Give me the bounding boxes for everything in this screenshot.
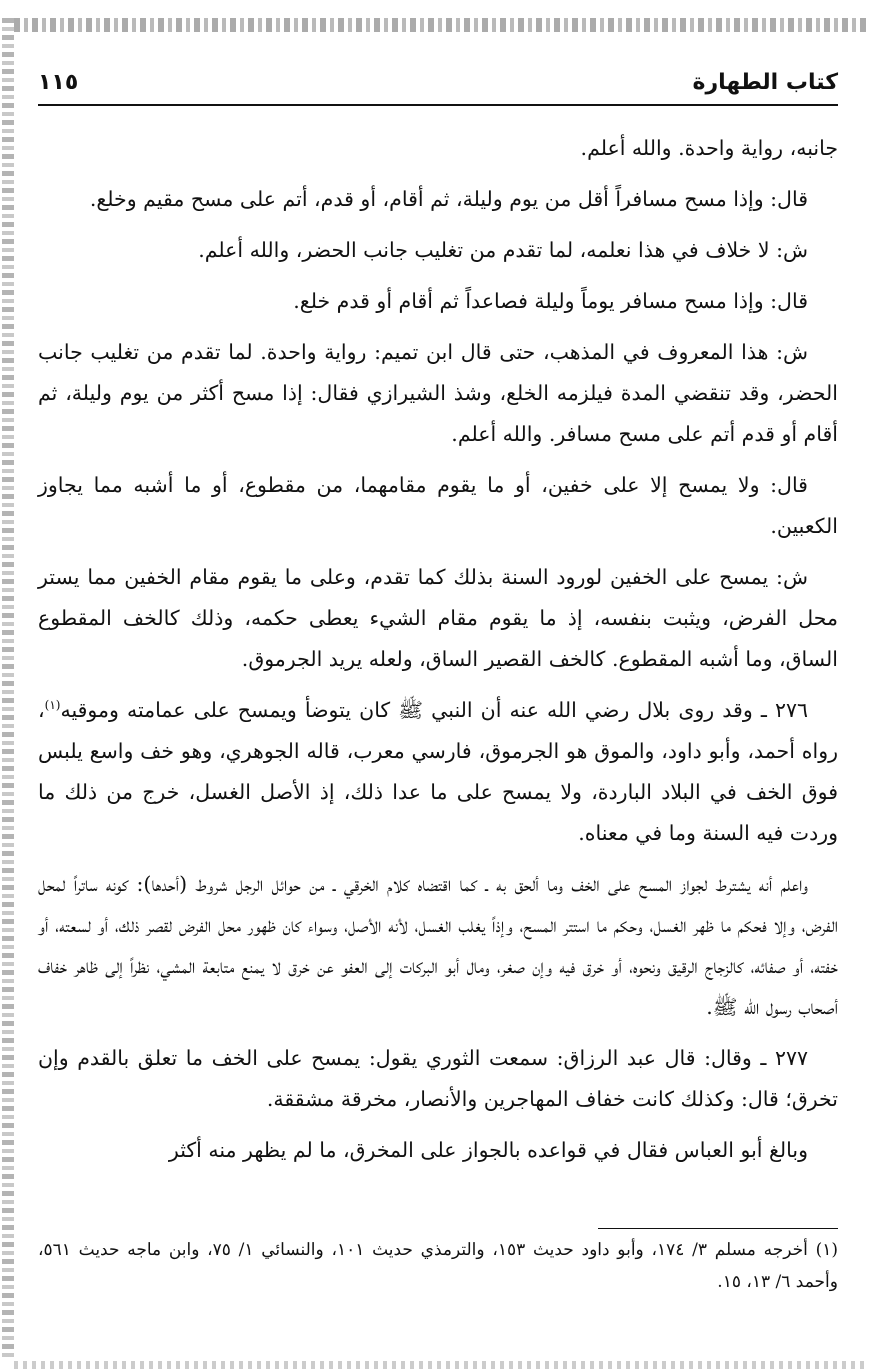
main-text xyxy=(38,128,838,1181)
footnote-1: (١) أخرجه مسلم ٣/ ١٧٤، وأبو داود حديث ١٥٣، والترمذي حديث ١٠١، والنسائي ١/ ٧٥، وابن ماجه حديث ٥٦١، وأحمد ٦/ ١٣، ١٥. xyxy=(38,1240,838,1292)
paragraph-11: وبالغ أبو العباس فقال في قواعده بالجواز على المخرق، ما لم يظهر منه أكثر xyxy=(168,1138,808,1162)
hadith-276-rest: ، رواه أحمد، وأبو داود، والموق هو الجرموق، فارسي معرب، قاله الجوهري، وهو خف واسع يلبس فوق الخف في البلاد الباردة، ولا يمسح على ما عدا ذلك، إذ الأصل الغسل، خرج من ذلك ما وردت فيه السنة وما في معناه. xyxy=(38,698,838,845)
paragraph-2: قال: وإذا مسح مسافراً أقل من يوم وليلة، ثم أقام، أو قدم، أتم على مسح مقيم وخلع. xyxy=(89,187,808,211)
paragraph-4: قال: وإذا مسح مسافر يوماً وليلة فصاعداً ثم أقام أو قدم خلع. xyxy=(293,289,808,313)
paragraph-10: ٢٧٧ ـ وقال: قال عبد الرزاق: سمعت الثوري يقول: يمسح على الخف ما تعلق بالقدم وإن تخرق؛ قال: وكذلك كانت خفاف المهاجرين والأنصار، مخرقة مشققة. xyxy=(38,1046,838,1111)
footnote-marker: (١) xyxy=(44,698,61,713)
left-decorative-border xyxy=(2,18,14,1358)
header-rule xyxy=(38,104,838,106)
top-decorative-border xyxy=(14,18,866,32)
footnotes xyxy=(38,1234,838,1298)
paragraph-6: قال: ولا يمسح إلا على خفين، أو ما يقوم مقامهما، من مقطوع، أو ما أشبه مما يجاوز الكعبين. xyxy=(38,473,838,538)
paragraph-1: جانبه، رواية واحدة. والله أعلم. xyxy=(580,136,838,160)
footnote-rule xyxy=(598,1228,838,1229)
running-title: كتاب الطهارة xyxy=(692,69,838,95)
hadith-276-start: ٢٧٦ ـ وقد روى بلال رضي الله عنه أن النبي ﷺ كان يتوضأ ويمسح على عمامته وموقيه xyxy=(60,698,808,722)
paragraph-7: ش: يمسح على الخفين لورود السنة بذلك كما تقدم، وعلى ما يقوم مقام الخفين مما يستر محل الفرض، ويثبت بنفسه، إذ ما يقوم مقام الشيء يعطى حكمه، وذلك كالخف المقطوع الساق، وما أشبه المقطوع. كالخف القصير الساق، ولعله يريد الجرموق. xyxy=(38,565,838,671)
paragraph-9: واعلم أنه يشترط لجواز المسح على الخف وما ألحق به ـ كما اقتضاه كلام الخرقي ـ من حوائل الرجل شروط (أحدها): كونه ساتراً لمحل الفرض، وإلا فحكم ما ظهر الغسل، وحكم ما استتر المسح، وإذاً يغلب الغسل، لأنه الأصل، وسواء كان ظهور محل الفرض لقصر ذلك، أو لسعته، أو خفته، أو صفائه، كالزجاج الرقيق ونحوه، أو خرق فيه وإن صغر، ومال أبو البركات إلى العفو عن خرق لا يمنع متابعة المشي، نظراً إلى ظاهر خفاف أصحاب رسول الله ﷺ. xyxy=(38,872,838,1019)
page-header xyxy=(38,62,838,102)
page-number: ١١٥ xyxy=(38,69,79,95)
bottom-decorative-border xyxy=(14,1361,866,1369)
paragraph-3: ش: لا خلاف في هذا نعلمه، لما تقدم من تغليب جانب الحضر، والله أعلم. xyxy=(198,238,808,262)
paragraph-8 xyxy=(38,690,838,854)
paragraph-5: ش: هذا المعروف في المذهب، حتى قال ابن تميم: رواية واحدة. لما تقدم من تغليب جانب الحضر، وقد تنقضي المدة فيلزمه الخلع، وشذ الشيرازي فقال: إذا مسح أكثر من يوم وليلة، ثم أقام أو قدم أتم على مسح مسافر. والله أعلم. xyxy=(38,340,838,446)
